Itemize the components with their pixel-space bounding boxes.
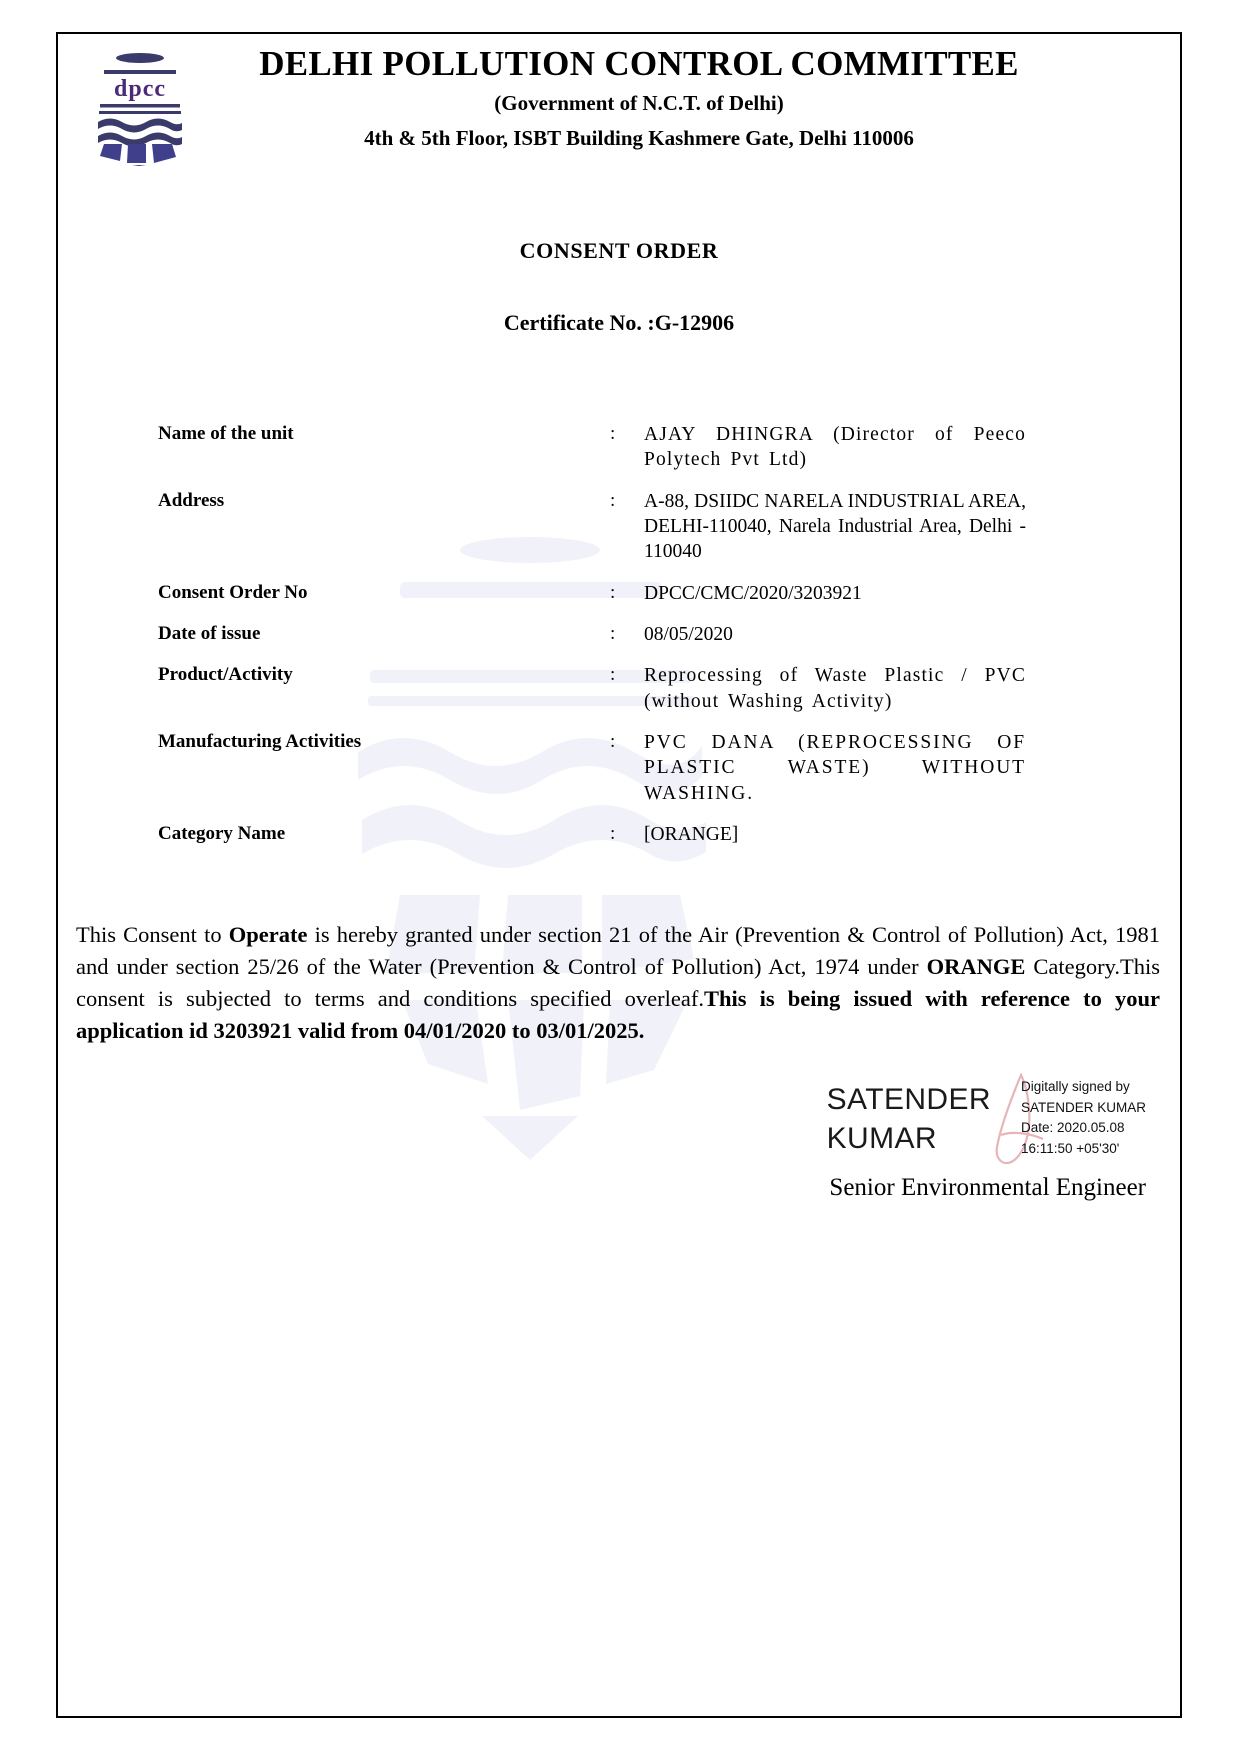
table-row xyxy=(158,622,1164,647)
statement-part-1: This Consent to xyxy=(76,922,229,948)
table-row xyxy=(158,489,1164,565)
signature-meta-line2: SATENDER KUMAR xyxy=(1020,1099,1146,1115)
field-label: Name of the unit xyxy=(158,423,294,444)
table-row xyxy=(158,663,1164,714)
field-label: Date of issue xyxy=(158,623,261,645)
signatory-name-line1: SATENDER xyxy=(826,1083,991,1117)
digital-signature-block xyxy=(827,1077,1146,1159)
signature-meta-line4: 16:11:50 +05'30' xyxy=(1020,1140,1120,1156)
signature-meta-line1: Digitally signed by xyxy=(1020,1079,1130,1095)
field-label: Category Name xyxy=(158,823,286,845)
signature-area xyxy=(74,1077,1164,1227)
field-value-manufacturing-activities: PVC DANA (REPROCESSING OF PLASTIC WASTE) WITHOUT WASHING. xyxy=(644,732,1026,804)
field-value-unit-name: AJAY DHINGRA (Director of Peeco Polytech Pvt Ltd) xyxy=(644,424,1026,471)
statement-part-2: is hereby granted under section 21 of the Air (Prevention & Control of Pollution) Act, 1981 and under section 25/26 of the Water (Prevention & Control of Pollution) Act, 1974 under xyxy=(76,922,1160,980)
statement-category-emphasis: ORANGE xyxy=(926,954,1026,980)
statement-part-3: Category.This consent is subjected to terms and conditions specified overleaf. xyxy=(76,954,1161,1012)
organization-title: DELHI POLLUTION CONTROL COMMITTEE xyxy=(259,44,1019,83)
signature-meta-line3: Date: 2020.05.08 xyxy=(1020,1120,1125,1136)
document-header xyxy=(74,30,1164,184)
field-value-date-of-issue: 08/05/2020 xyxy=(644,624,733,646)
field-label: Manufacturing Activities xyxy=(158,731,362,753)
field-separator: : xyxy=(610,581,616,603)
field-value-product-activity: Reprocessing of Waste Plastic / PVC (without Washing Activity) xyxy=(644,665,1026,712)
field-separator: : xyxy=(610,664,616,686)
signature-metadata-wrap xyxy=(1005,1077,1146,1159)
table-row xyxy=(158,822,1164,847)
table-row xyxy=(158,730,1164,806)
document-title: CONSENT ORDER xyxy=(519,238,719,263)
signatory-name-line2: KUMAR xyxy=(826,1121,937,1155)
certificate-number: Certificate No. :G-12906 xyxy=(503,310,735,335)
field-label: Product/Activity xyxy=(158,664,293,686)
field-value-consent-order-no: DPCC/CMC/2020/3203921 xyxy=(644,582,862,604)
signature-metadata xyxy=(1021,1077,1146,1159)
field-separator: : xyxy=(610,623,616,645)
table-row xyxy=(158,422,1164,473)
dpcc-logo-icon xyxy=(88,44,192,166)
field-label: Consent Order No xyxy=(158,581,308,603)
statement-operate-emphasis: Operate xyxy=(228,922,308,948)
organization-address: 4th & 5th Floor, ISBT Building Kashmere Gate, Delhi 110006 xyxy=(364,126,914,151)
field-separator: : xyxy=(610,731,616,753)
organization-subtitle: (Government of N.C.T. of Delhi) xyxy=(494,91,784,116)
field-separator: : xyxy=(610,489,616,511)
field-label: Address xyxy=(158,489,225,511)
svg-text:dpcc: dpcc xyxy=(114,76,166,102)
details-table xyxy=(74,422,1164,847)
consent-statement xyxy=(74,919,1164,1047)
signatory-name xyxy=(827,1077,991,1158)
field-value-category-name: [ORANGE] xyxy=(644,824,739,846)
table-row xyxy=(158,581,1164,606)
field-separator: : xyxy=(610,823,616,845)
field-separator: : xyxy=(610,423,616,444)
signatory-designation: Senior Environmental Engineer xyxy=(829,1174,1146,1202)
field-value-address: A-88, DSIIDC NARELA INDUSTRIAL AREA, DELHI-110040, Narela Industrial Area, Delhi - 110040 xyxy=(644,490,1026,563)
statement-part-4: This is being issued with reference to your application id 3203921 valid from 04/01/2020 to 03/01/2025. xyxy=(76,986,1160,1044)
